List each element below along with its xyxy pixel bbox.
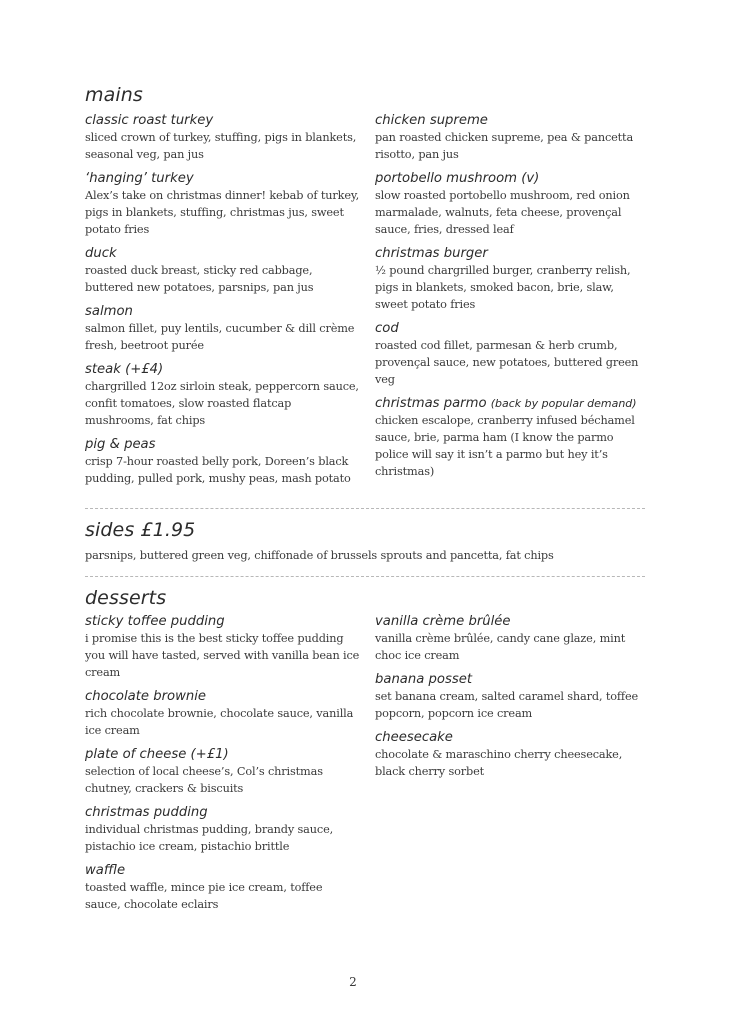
menu-item bbox=[85, 112, 361, 163]
menu-item-description: toasted waffle, mince pie ice cream, toffee sauce, chocolate eclairs bbox=[85, 881, 323, 911]
menu-item-description: Alex’s take on christmas dinner! kebab of turkey, pigs in blankets, stuffing, christmas jus, sweet potato fries bbox=[85, 189, 360, 236]
menu-item-title: christmas parmo bbox=[375, 396, 487, 411]
menu-item-name bbox=[375, 729, 645, 746]
mains-right-column bbox=[375, 112, 645, 494]
menu-item bbox=[85, 170, 361, 238]
menu-item-description: rich chocolate brownie, chocolate sauce, vanilla ice cream bbox=[85, 707, 354, 737]
menu-page bbox=[85, 84, 645, 920]
menu-item-name bbox=[375, 320, 645, 337]
menu-item bbox=[375, 170, 645, 238]
menu-item-description: vanilla crème brûlée, candy cane glaze, mint choc ice cream bbox=[375, 632, 626, 662]
menu-item bbox=[375, 613, 645, 664]
sides-list: parsnips, buttered green veg, chiffonade of brussels sprouts and pancetta, fat chips bbox=[85, 549, 554, 562]
divider bbox=[85, 508, 645, 509]
menu-item-name bbox=[85, 746, 361, 763]
menu-item-name bbox=[375, 613, 645, 630]
menu-item-title: ‘hanging’ turkey bbox=[85, 171, 194, 186]
menu-item-title: salmon bbox=[85, 304, 133, 319]
menu-item-note: (back by popular demand) bbox=[490, 397, 637, 410]
menu-item bbox=[85, 613, 361, 681]
menu-item-name bbox=[375, 671, 645, 688]
menu-item-name bbox=[85, 613, 361, 630]
menu-item-title: duck bbox=[85, 246, 117, 261]
menu-item bbox=[375, 245, 645, 313]
menu-item-title: waffle bbox=[85, 863, 126, 878]
menu-item-name bbox=[85, 245, 361, 262]
divider bbox=[85, 576, 645, 577]
menu-item-description: selection of local cheese’s, Col’s christmas chutney, crackers & biscuits bbox=[85, 765, 323, 795]
menu-item-title: plate of cheese (+£1) bbox=[85, 747, 229, 762]
menu-item-name bbox=[375, 395, 645, 412]
menu-item bbox=[85, 746, 361, 797]
menu-item-name bbox=[85, 688, 361, 705]
menu-item-description: salmon fillet, puy lentils, cucumber & dill crème fresh, beetroot purée bbox=[85, 322, 355, 352]
desserts-title: desserts bbox=[85, 587, 167, 609]
menu-item bbox=[375, 112, 645, 163]
menu-item bbox=[375, 729, 645, 780]
desserts-right-column bbox=[375, 613, 645, 920]
menu-item bbox=[375, 320, 645, 388]
menu-item-title: portobello mushroom (v) bbox=[375, 171, 540, 186]
menu-item-description: individual christmas pudding, brandy sauce, pistachio ice cream, pistachio brittle bbox=[85, 823, 334, 853]
menu-item-name bbox=[375, 112, 645, 129]
menu-item-title: banana posset bbox=[375, 672, 472, 687]
menu-item-description: crisp 7-hour roasted belly pork, Doreen’s black pudding, pulled pork, mushy peas, mash potato bbox=[85, 455, 351, 485]
menu-item-name bbox=[85, 804, 361, 821]
menu-item-name bbox=[85, 436, 361, 453]
menu-item bbox=[85, 862, 361, 913]
menu-item-description: pan roasted chicken supreme, pea & pancetta risotto, pan jus bbox=[375, 131, 634, 161]
menu-item-description: roasted duck breast, sticky red cabbage, buttered new potatoes, parsnips, pan jus bbox=[85, 264, 314, 294]
menu-item-description: ½ pound chargrilled burger, cranberry relish, pigs in blankets, smoked bacon, brie, slaw, sweet potato fries bbox=[375, 264, 631, 311]
mains-title: mains bbox=[85, 84, 143, 106]
menu-item-description: chargrilled 12oz sirloin steak, peppercorn sauce, confit tomatoes, slow roasted flatcap mushrooms, fat chips bbox=[85, 380, 359, 427]
menu-item bbox=[85, 361, 361, 429]
menu-item-name bbox=[375, 245, 645, 262]
menu-item-title: christmas burger bbox=[375, 246, 488, 261]
menu-item-description: i promise this is the best sticky toffee pudding you will have tasted, served with vanilla bean ice cream bbox=[85, 632, 360, 679]
menu-item-name bbox=[85, 361, 361, 378]
menu-item-name bbox=[375, 170, 645, 187]
desserts-left-column bbox=[85, 613, 361, 920]
menu-item-name bbox=[85, 170, 361, 187]
menu-item-description: slow roasted portobello mushroom, red onion marmalade, walnuts, feta cheese, provençal sauce, fries, dressed leaf bbox=[375, 189, 630, 236]
sides-title: sides £1.95 bbox=[85, 519, 196, 541]
menu-item-description: roasted cod fillet, parmesan & herb crumb, provençal sauce, new potatoes, buttered green veg bbox=[375, 339, 639, 386]
menu-item-name bbox=[85, 112, 361, 129]
page-number: 2 bbox=[349, 975, 357, 989]
menu-item bbox=[375, 395, 645, 480]
menu-item-title: chocolate brownie bbox=[85, 689, 206, 704]
menu-item bbox=[85, 436, 361, 487]
menu-item bbox=[375, 671, 645, 722]
menu-item-title: christmas pudding bbox=[85, 805, 208, 820]
menu-item-title: steak (+£4) bbox=[85, 362, 164, 377]
menu-item-description: set banana cream, salted caramel shard, toffee popcorn, popcorn ice cream bbox=[375, 690, 639, 720]
menu-item-title: chicken supreme bbox=[375, 113, 488, 128]
menu-item-name bbox=[85, 303, 361, 320]
menu-item bbox=[85, 245, 361, 296]
mains-columns bbox=[85, 112, 645, 494]
menu-item bbox=[85, 804, 361, 855]
menu-item-title: classic roast turkey bbox=[85, 113, 214, 128]
menu-item-title: cheesecake bbox=[375, 730, 453, 745]
menu-item bbox=[85, 303, 361, 354]
menu-item-description: chicken escalope, cranberry infused béchamel sauce, brie, parma ham (I know the parmo police will say it isn’t a parmo but hey it’s christmas) bbox=[375, 414, 635, 478]
menu-item-title: pig & peas bbox=[85, 437, 156, 452]
menu-item-title: vanilla crème brûlée bbox=[375, 614, 511, 629]
mains-left-column bbox=[85, 112, 361, 494]
desserts-columns bbox=[85, 613, 645, 920]
menu-item-description: sliced crown of turkey, stuffing, pigs in blankets, seasonal veg, pan jus bbox=[85, 131, 357, 161]
menu-item-name bbox=[85, 862, 361, 879]
menu-item-description: chocolate & maraschino cherry cheesecake, black cherry sorbet bbox=[375, 748, 623, 778]
menu-item bbox=[85, 688, 361, 739]
menu-item-title: cod bbox=[375, 321, 399, 336]
menu-item-title: sticky toffee pudding bbox=[85, 614, 225, 629]
